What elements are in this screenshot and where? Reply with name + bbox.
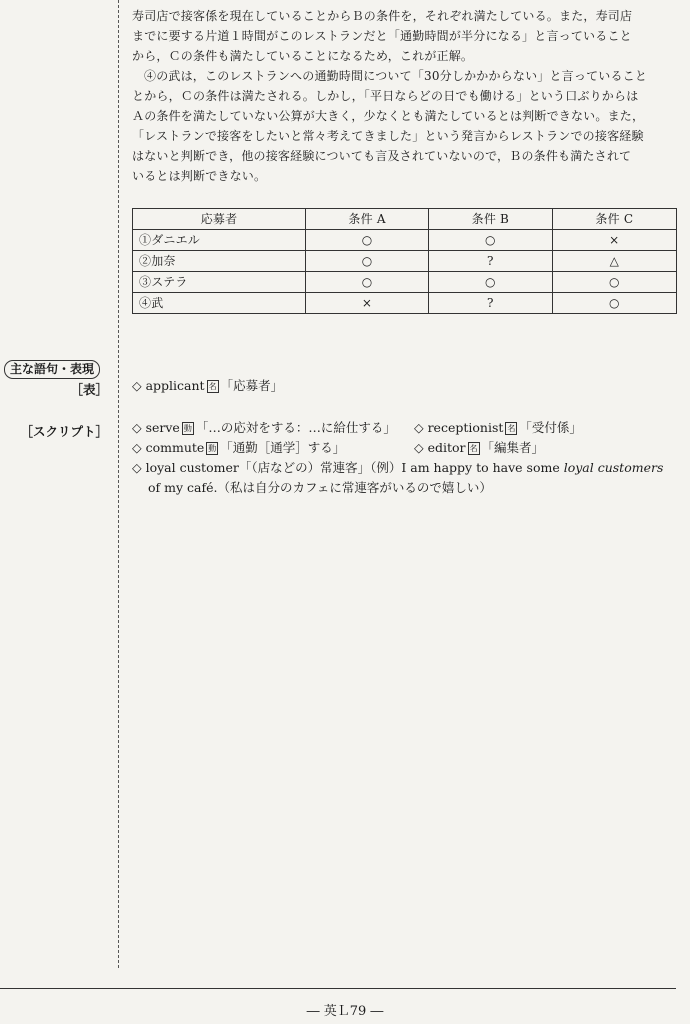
vocab-entry-col2 <box>414 438 544 458</box>
explanation-line: とから，Ｃの条件は満たされる。しかし，「平日ならどの日でも働ける」という口ぶりからは <box>132 89 639 103</box>
explanation-line: いるとは判断できない。 <box>132 169 267 183</box>
condition-a-cell: ○ <box>306 230 429 251</box>
condition-c-cell: ○ <box>552 272 676 293</box>
condition-b-cell: ○ <box>429 272 553 293</box>
condition-b-cell: ? <box>429 251 553 272</box>
script-section-label: ［スクリプト］ <box>20 424 108 439</box>
condition-b-cell: ? <box>429 293 553 314</box>
explanation-line: はないと判断でき，他の接客経験についても言及されていないので，Ｂの条件も満たされて <box>132 149 632 163</box>
condition-c-cell: ○ <box>552 293 676 314</box>
vocab-word: ◇ applicant <box>132 378 205 393</box>
vocab-entry <box>132 438 680 458</box>
table-header-row <box>133 209 677 230</box>
pos-noun-badge: 名 <box>507 424 516 433</box>
table-row <box>133 230 677 251</box>
header-condition-b: 条件 B <box>429 209 553 230</box>
vocab-meaning: 「応募者」 <box>220 378 284 393</box>
condition-a-cell: ○ <box>306 272 429 293</box>
footer-rule <box>0 988 676 989</box>
vocab-entry <box>132 418 680 438</box>
vocab-word: ◇ serve <box>132 420 180 435</box>
header-applicant: 応募者 <box>133 209 306 230</box>
main-phrases-label: 主な語句・表現 <box>4 360 100 379</box>
vocab-word: ◇ editor <box>414 440 466 455</box>
condition-c-cell: × <box>552 230 676 251</box>
explanation-line: までに要する片道１時間がこのレストランだと「通勤時間が半分になる」と言っていること <box>132 29 632 43</box>
conditions-table <box>132 208 677 314</box>
dashed-divider <box>118 0 119 968</box>
applicant-name: ④武 <box>133 293 306 314</box>
vocab-table-section <box>132 376 680 396</box>
condition-a-cell: × <box>306 293 429 314</box>
vocab-entry <box>132 478 680 498</box>
explanation-line: ④の武は，このレストランへの通勤時間について「30分しかかからない」と言っていること <box>144 69 648 83</box>
page-number: ― 英Ｌ79 ― <box>306 1004 384 1019</box>
explanation-line: Ａの条件を満たしていない公算が大きく，少なくとも満たしているとは判断できない。また， <box>132 109 645 123</box>
applicant-name: ②加奈 <box>133 251 306 272</box>
header-condition-a: 条件 A <box>306 209 429 230</box>
vocab-script-section <box>132 418 680 498</box>
condition-b-cell: ○ <box>429 230 553 251</box>
explanation-line: 寿司店で接客係を現在していることからＢの条件を，それぞれ満たしている。また，寿司店 <box>132 9 633 23</box>
header-condition-c: 条件 C <box>552 209 676 230</box>
pos-noun-badge: 名 <box>208 382 217 391</box>
explanation-line: 「レストランで接客をしたいと常々考えてきました」という発言からレストランでの接客経験 <box>132 129 644 143</box>
vocab-entry <box>132 458 680 478</box>
condition-a-cell: ○ <box>306 251 429 272</box>
applicant-name: ①ダニエル <box>133 230 306 251</box>
vocab-loyal-line: ◇ loyal customer「（店などの）常連客」（例）I am happy to have some <box>132 460 560 475</box>
pos-noun-badge: 名 <box>469 444 478 453</box>
vocab-loyal-italic: loyal customers <box>563 460 664 475</box>
table-row <box>133 251 677 272</box>
pos-verb-badge: 動 <box>208 444 217 453</box>
vocab-meaning: 「受付係」 <box>519 420 582 435</box>
table-section-label: ［表］ <box>70 382 108 397</box>
vocab-word: ◇ commute <box>132 440 205 455</box>
pos-verb-badge: 動 <box>183 424 192 433</box>
condition-c-cell: △ <box>552 251 676 272</box>
vocab-entry <box>132 376 680 396</box>
explanation-line: から，Ｃの条件も満たしていることになるため，これが正解。 <box>132 49 474 63</box>
explanation-block <box>132 6 677 314</box>
table-row <box>133 293 677 314</box>
vocab-meaning: 「…の応対をする：…に給仕する」 <box>195 420 396 435</box>
vocab-word: ◇ receptionist <box>414 420 504 435</box>
vocab-loyal-line2: of my café.（私は自分のカフェに常連客がいるので嬉しい） <box>148 480 492 495</box>
vocab-meaning: 「通勤［通学］する」 <box>220 440 346 455</box>
conditions-table-wrap <box>132 208 677 314</box>
vocab-meaning: 「編集者」 <box>481 440 545 455</box>
applicant-name: ③ステラ <box>133 272 306 293</box>
table-row <box>133 272 677 293</box>
vocab-entry-col2 <box>414 418 582 438</box>
